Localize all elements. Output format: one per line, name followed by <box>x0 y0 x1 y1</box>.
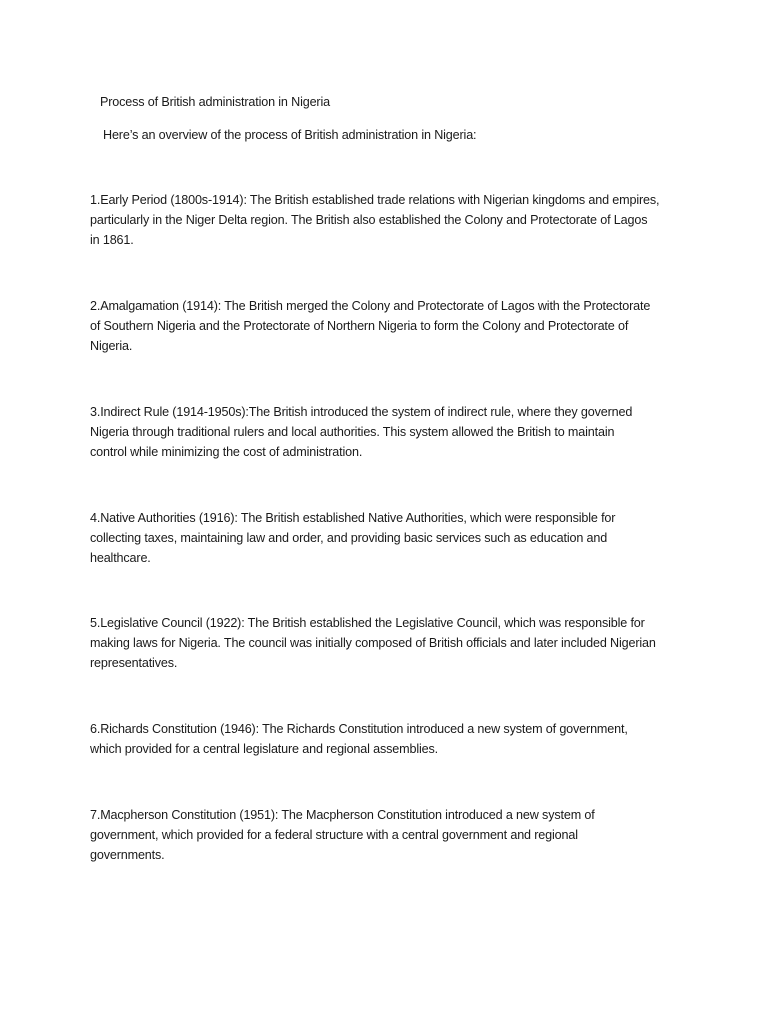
paragraph-line: 3.Indirect Rule (1914-1950s):The British introduced the system of indirect rule, where they governed <box>90 405 633 419</box>
paragraph-line: Nigeria through traditional rulers and local authorities. This system allowed the British to maintain <box>90 425 615 440</box>
paragraph-line: 6.Richards Constitution (1946): The Richards Constitution introduced a new system of government, <box>90 722 628 736</box>
paragraph-line: 7.Macpherson Constitution (1951): The Macpherson Constitution introduced a new system of <box>90 808 595 822</box>
paragraph-indirect-rule <box>90 402 690 463</box>
document-intro: Here’s an overview of the process of British administration in Nigeria: <box>103 128 477 142</box>
paragraph-line: 5.Legislative Council (1922): The British established the Legislative Council, which was responsible for <box>90 616 645 630</box>
paragraph-line: 4.Native Authorities (1916): The British established Native Authorities, which were responsible for <box>90 511 616 525</box>
paragraph-native-authorities <box>90 508 690 569</box>
paragraph-legislative-council <box>90 613 690 674</box>
paragraph-line: 1.Early Period (1800s-1914): The British established trade relations with Nigerian kingdoms and empires, <box>90 193 660 207</box>
paragraph-line: particularly in the Niger Delta region. The British also established the Colony and Protectorate of Lagos <box>90 213 648 228</box>
paragraph-line: representatives. <box>90 656 178 671</box>
paragraph-amalgamation <box>90 296 690 357</box>
paragraph-line: healthcare. <box>90 551 151 566</box>
paragraph-line: which provided for a central legislature and regional assemblies. <box>90 742 438 757</box>
document-title: Process of British administration in Nigeria <box>100 95 330 109</box>
paragraph-line: governments. <box>90 848 165 863</box>
paragraph-early-period <box>90 190 690 251</box>
paragraph-richards-constitution <box>90 719 690 759</box>
paragraph-macpherson-constitution <box>90 805 690 866</box>
paragraph-line: control while minimizing the cost of administration. <box>90 445 363 460</box>
paragraph-line: collecting taxes, maintaining law and order, and providing basic services such as education and <box>90 531 608 546</box>
paragraph-line: making laws for Nigeria. The council was initially composed of British officials and later included Nigerian <box>90 636 656 651</box>
paragraph-line: of Southern Nigeria and the Protectorate of Northern Nigeria to form the Colony and Protectorate of <box>90 319 629 334</box>
paragraph-line: in 1861. <box>90 233 134 248</box>
paragraph-line: Nigeria. <box>90 339 133 354</box>
paragraph-line: government, which provided for a federal structure with a central government and regional <box>90 828 578 843</box>
paragraph-line: 2.Amalgamation (1914): The British merged the Colony and Protectorate of Lagos with the Protectorate <box>90 299 651 313</box>
